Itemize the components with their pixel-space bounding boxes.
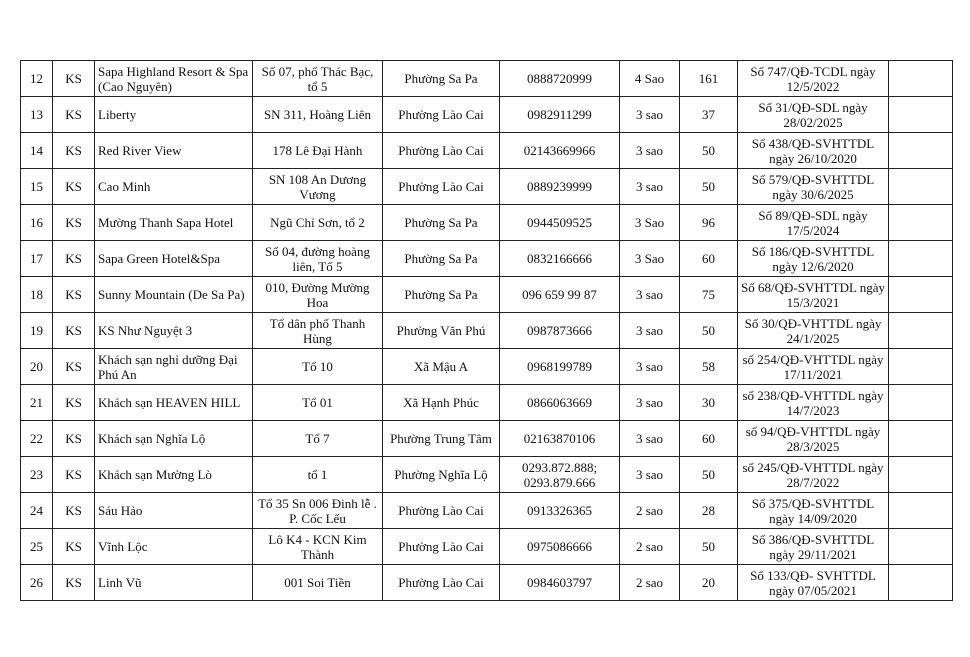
cell-type: KS: [53, 529, 95, 565]
cell-type: KS: [53, 385, 95, 421]
table-row: [21, 61, 953, 97]
cell-type: KS: [53, 493, 95, 529]
cell-rank: 3 sao: [620, 313, 680, 349]
cell-empty: [889, 241, 953, 277]
cell-phone: 0982911299: [500, 97, 620, 133]
cell-decision: Số 386/QĐ-SVHTTDL ngày 29/11/2021: [738, 529, 889, 565]
cell-rooms: 50: [680, 169, 738, 205]
cell-decision: Số 31/QĐ-SDL ngày 28/02/2025: [738, 97, 889, 133]
cell-hotel-name: Cao Minh: [95, 169, 253, 205]
cell-decision: Số 747/QĐ-TCDL ngày 12/5/2022: [738, 61, 889, 97]
cell-address: tổ 1: [253, 457, 383, 493]
cell-ward: Phường Nghĩa Lộ: [383, 457, 500, 493]
cell-decision: Số 579/QĐ-SVHTTDL ngày 30/6/2025: [738, 169, 889, 205]
cell-address: Tổ 35 Sn 006 Đinh lễ . P. Cốc Lếu: [253, 493, 383, 529]
cell-rooms: 60: [680, 421, 738, 457]
cell-number: 15: [21, 169, 53, 205]
cell-ward: Phường Sa Pa: [383, 277, 500, 313]
cell-number: 23: [21, 457, 53, 493]
cell-number: 25: [21, 529, 53, 565]
cell-rank: 3 sao: [620, 385, 680, 421]
cell-hotel-name: Linh Vũ: [95, 565, 253, 601]
cell-number: 18: [21, 277, 53, 313]
cell-phone: 0987873666: [500, 313, 620, 349]
cell-address: Ngũ Chỉ Sơn, tổ 2: [253, 205, 383, 241]
cell-type: KS: [53, 349, 95, 385]
cell-number: 21: [21, 385, 53, 421]
cell-type: KS: [53, 97, 95, 133]
cell-type: KS: [53, 313, 95, 349]
table-row: [21, 493, 953, 529]
cell-rank: 2 sao: [620, 493, 680, 529]
cell-address: SN 108 An Dương Vương: [253, 169, 383, 205]
cell-type: KS: [53, 457, 95, 493]
cell-address: Tổ dân phố Thanh Hùng: [253, 313, 383, 349]
cell-decision: Số 68/QĐ-SVHTTDL ngày 15/3/2021: [738, 277, 889, 313]
cell-rooms: 28: [680, 493, 738, 529]
cell-ward: Phường Lào Cai: [383, 133, 500, 169]
cell-rooms: 50: [680, 457, 738, 493]
cell-phone: 02163870106: [500, 421, 620, 457]
cell-decision: Số 30/QĐ-VHTTDL ngày 24/1/2025: [738, 313, 889, 349]
cell-type: KS: [53, 205, 95, 241]
cell-empty: [889, 385, 953, 421]
cell-address: Tổ 7: [253, 421, 383, 457]
cell-empty: [889, 61, 953, 97]
cell-empty: [889, 205, 953, 241]
cell-address: 178 Lê Đại Hành: [253, 133, 383, 169]
cell-rooms: 50: [680, 529, 738, 565]
cell-empty: [889, 565, 953, 601]
cell-hotel-name: KS Như Nguyệt 3: [95, 313, 253, 349]
cell-phone: 0975086666: [500, 529, 620, 565]
cell-type: KS: [53, 61, 95, 97]
cell-phone: 0968199789: [500, 349, 620, 385]
cell-decision: số 238/QĐ-VHTTDL ngày 14/7/2023: [738, 385, 889, 421]
cell-ward: Phường Sa Pa: [383, 241, 500, 277]
cell-rooms: 20: [680, 565, 738, 601]
cell-type: KS: [53, 421, 95, 457]
cell-decision: Số 89/QĐ-SDL ngày 17/5/2024: [738, 205, 889, 241]
cell-hotel-name: Sáu Hảo: [95, 493, 253, 529]
cell-hotel-name: Liberty: [95, 97, 253, 133]
cell-rooms: 30: [680, 385, 738, 421]
cell-empty: [889, 97, 953, 133]
cell-rooms: 50: [680, 133, 738, 169]
cell-rank: 2 sao: [620, 565, 680, 601]
table-row: [21, 241, 953, 277]
cell-empty: [889, 277, 953, 313]
cell-hotel-name: Khách sạn HEAVEN HILL: [95, 385, 253, 421]
cell-address: 001 Soi Tiền: [253, 565, 383, 601]
cell-empty: [889, 493, 953, 529]
cell-empty: [889, 169, 953, 205]
cell-phone: 0293.872.888; 0293.879.666: [500, 457, 620, 493]
cell-ward: Phường Lào Cai: [383, 169, 500, 205]
table-row: [21, 457, 953, 493]
cell-hotel-name: Vĩnh Lộc: [95, 529, 253, 565]
cell-phone: 0832166666: [500, 241, 620, 277]
cell-ward: Xã Hạnh Phúc: [383, 385, 500, 421]
cell-rooms: 60: [680, 241, 738, 277]
table-row: [21, 97, 953, 133]
cell-empty: [889, 349, 953, 385]
cell-address: Tổ 01: [253, 385, 383, 421]
cell-address: Lô K4 - KCN Kim Thành: [253, 529, 383, 565]
cell-rank: 3 Sao: [620, 241, 680, 277]
cell-number: 13: [21, 97, 53, 133]
cell-address: SN 311, Hoàng Liên: [253, 97, 383, 133]
cell-type: KS: [53, 169, 95, 205]
cell-hotel-name: Khách sạn Mường Lò: [95, 457, 253, 493]
cell-empty: [889, 457, 953, 493]
cell-rooms: 96: [680, 205, 738, 241]
hotel-table: [20, 60, 953, 601]
cell-type: KS: [53, 565, 95, 601]
cell-hotel-name: Sapa Green Hotel&Spa: [95, 241, 253, 277]
cell-phone: 0984603797: [500, 565, 620, 601]
cell-hotel-name: Khách sạn Nghĩa Lộ: [95, 421, 253, 457]
cell-rank: 3 sao: [620, 457, 680, 493]
cell-empty: [889, 421, 953, 457]
cell-phone: 02143669966: [500, 133, 620, 169]
cell-rank: 3 sao: [620, 349, 680, 385]
cell-address: Số 04, đường hoàng liên, Tổ 5: [253, 241, 383, 277]
cell-address: Số 07, phố Thác Bạc, tổ 5: [253, 61, 383, 97]
cell-rank: 4 Sao: [620, 61, 680, 97]
cell-rank: 3 sao: [620, 169, 680, 205]
cell-ward: Phường Sa Pa: [383, 205, 500, 241]
cell-empty: [889, 313, 953, 349]
cell-ward: Phường Sa Pa: [383, 61, 500, 97]
cell-empty: [889, 133, 953, 169]
table-row: [21, 133, 953, 169]
cell-rank: 3 Sao: [620, 205, 680, 241]
table-row: [21, 421, 953, 457]
cell-hotel-name: Khách sạn nghỉ dưỡng Đại Phú An: [95, 349, 253, 385]
table-row: [21, 277, 953, 313]
table-row: [21, 385, 953, 421]
cell-rank: 3 sao: [620, 277, 680, 313]
cell-phone: 0944509525: [500, 205, 620, 241]
cell-phone: 0888720999: [500, 61, 620, 97]
cell-hotel-name: Sunny Mountain (De Sa Pa): [95, 277, 253, 313]
cell-rank: 3 sao: [620, 421, 680, 457]
cell-number: 16: [21, 205, 53, 241]
cell-rooms: 161: [680, 61, 738, 97]
table-row: [21, 349, 953, 385]
cell-phone: 096 659 99 87: [500, 277, 620, 313]
cell-ward: Phường Lào Cai: [383, 493, 500, 529]
cell-ward: Phường Trung Tâm: [383, 421, 500, 457]
cell-empty: [889, 529, 953, 565]
cell-ward: Phường Lào Cai: [383, 529, 500, 565]
cell-ward: Phường Văn Phú: [383, 313, 500, 349]
cell-hotel-name: Red River View: [95, 133, 253, 169]
cell-decision: Số 375/QĐ-SVHTTDL ngày 14/09/2020: [738, 493, 889, 529]
cell-address: 010, Đường Mường Hoa: [253, 277, 383, 313]
table-row: [21, 529, 953, 565]
cell-type: KS: [53, 277, 95, 313]
cell-number: 19: [21, 313, 53, 349]
cell-number: 22: [21, 421, 53, 457]
table-row: [21, 565, 953, 601]
cell-decision: số 254/QĐ-VHTTDL ngày 17/11/2021: [738, 349, 889, 385]
cell-rank: 3 sao: [620, 97, 680, 133]
table-body: [21, 61, 953, 601]
cell-ward: Phường Lào Cai: [383, 97, 500, 133]
table-row: [21, 205, 953, 241]
cell-number: 14: [21, 133, 53, 169]
cell-decision: Số 438/QĐ-SVHTTDL ngày 26/10/2020: [738, 133, 889, 169]
table-row: [21, 313, 953, 349]
cell-rooms: 75: [680, 277, 738, 313]
cell-hotel-name: Sapa Highland Resort & Spa (Cao Nguyên): [95, 61, 253, 97]
cell-phone: 0889239999: [500, 169, 620, 205]
cell-number: 17: [21, 241, 53, 277]
cell-ward: Xã Mậu A: [383, 349, 500, 385]
cell-address: Tổ 10: [253, 349, 383, 385]
cell-number: 20: [21, 349, 53, 385]
cell-phone: 0866063669: [500, 385, 620, 421]
cell-decision: Số 186/QĐ-SVHTTDL ngày 12/6/2020: [738, 241, 889, 277]
cell-rooms: 50: [680, 313, 738, 349]
cell-number: 12: [21, 61, 53, 97]
cell-rank: 3 sao: [620, 133, 680, 169]
cell-decision: Số 133/QĐ- SVHTTDL ngày 07/05/2021: [738, 565, 889, 601]
cell-rank: 2 sao: [620, 529, 680, 565]
cell-number: 24: [21, 493, 53, 529]
cell-rooms: 58: [680, 349, 738, 385]
cell-phone: 0913326365: [500, 493, 620, 529]
cell-ward: Phường Lào Cai: [383, 565, 500, 601]
cell-hotel-name: Mường Thanh Sapa Hotel: [95, 205, 253, 241]
table-row: [21, 169, 953, 205]
cell-decision: số 245/QĐ-VHTTDL ngày 28/7/2022: [738, 457, 889, 493]
cell-type: KS: [53, 241, 95, 277]
cell-rooms: 37: [680, 97, 738, 133]
cell-number: 26: [21, 565, 53, 601]
cell-type: KS: [53, 133, 95, 169]
cell-decision: số 94/QĐ-VHTTDL ngày 28/3/2025: [738, 421, 889, 457]
